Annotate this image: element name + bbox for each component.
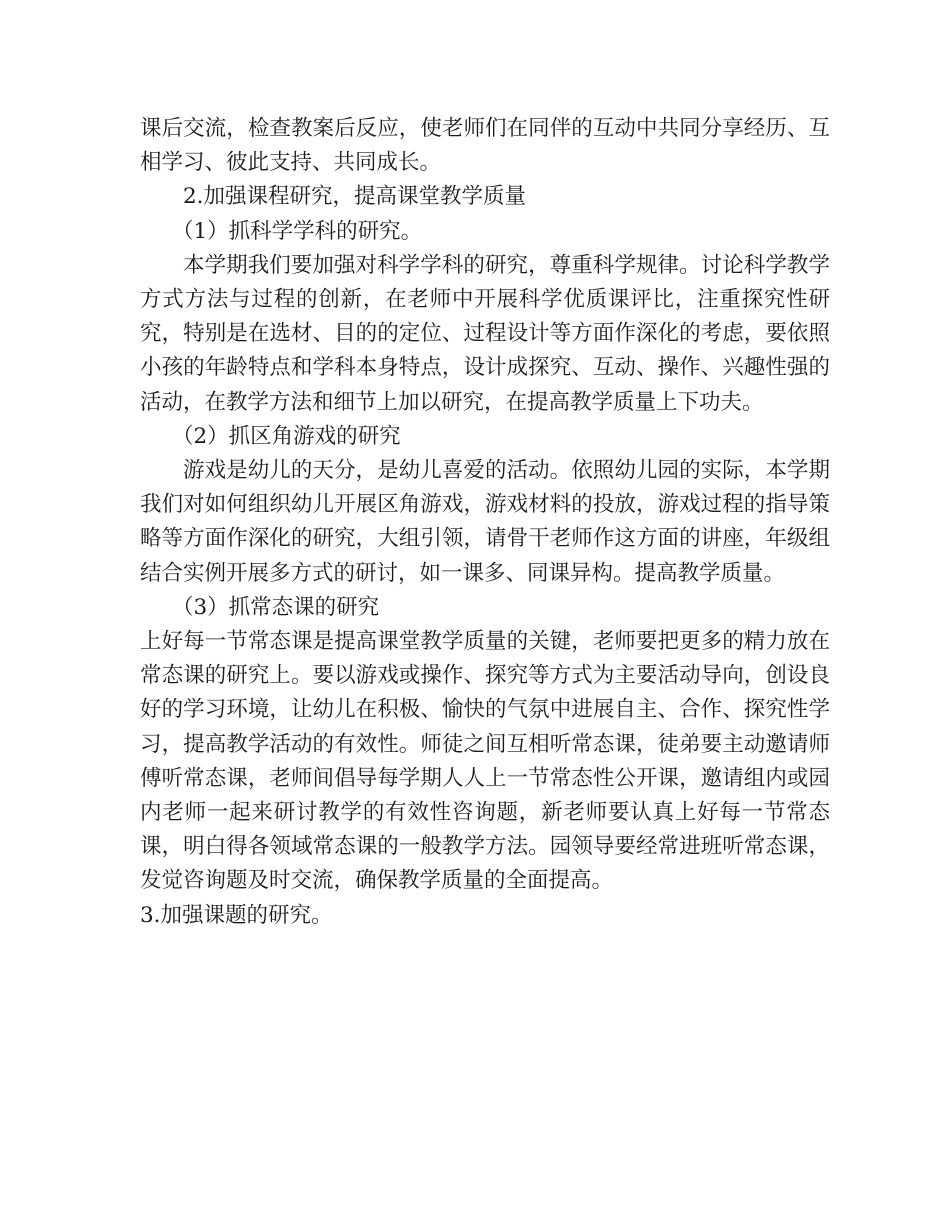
subheading-games: （2）抓区角游戏的研究 — [172, 423, 401, 449]
paragraph-continuation: 课后交流，检查教案后反应，使老师们在同伴的互动中共同分享经历、互相学习、彼此支持、共同成长。 — [140, 116, 830, 176]
paragraph-games: 游戏是幼儿的天分，是幼儿喜爱的活动。依照幼儿园的实际，本学期我们对如何组织幼儿开展区角游戏，游戏材料的投放，游戏过程的指导策略等方面作深化的研究，大组引领，请骨干老师作这方面的讲座，年级组结合实例开展多方式的研讨，如一课多、同课异构。提高教学质量。 — [140, 458, 830, 586]
paragraph-regular-class: 上好每一节常态课是提高课堂教学质量的关键，老师要把更多的精力放在常态课的研究上。要以游戏或操作、探究等方式为主要活动导向，创设良好的学习环境，让幼儿在积极、愉快的气氛中进展自主、合作、探究性学习，提高教学活动的有效性。师徒之间互相听常态课，徒弟要主动邀请师傅听常态课，老师间倡导每学期人人上一节常态性公开课，邀请组内或园内老师一起来研讨教学的有效性咨询题，新老师要认真上好每一节常态课，明白得各领域常态课的一般教学方法。园领导要经常进班听常态课，发觉咨询题及时交流，确保教学质量的全面提高。 — [140, 629, 830, 894]
subheading-science: （1）抓科学学科的研究。 — [172, 218, 423, 244]
section-heading-3: 3.加强课题的研究。 — [140, 902, 333, 928]
paragraph-science: 本学期我们要加强对科学学科的研究，尊重科学规律。讨论科学教学方式方法与过程的创新，在老师中开展科学优质课评比，注重探究性研究，特别是在选材、目的的定位、过程设计等方面作深化的考虑，要依照小孩的年龄特点和学科本身特点，设计成探究、互动、操作、兴趣性强的活动，在教学方法和细节上加以研究，在提高教学质量上下功夫。 — [140, 252, 830, 415]
subheading-regular-class: （3）抓常态课的研究 — [172, 594, 380, 620]
section-heading-2: 2.加强课程研究，提高课堂教学质量 — [183, 184, 527, 210]
document-page — [140, 112, 830, 933]
